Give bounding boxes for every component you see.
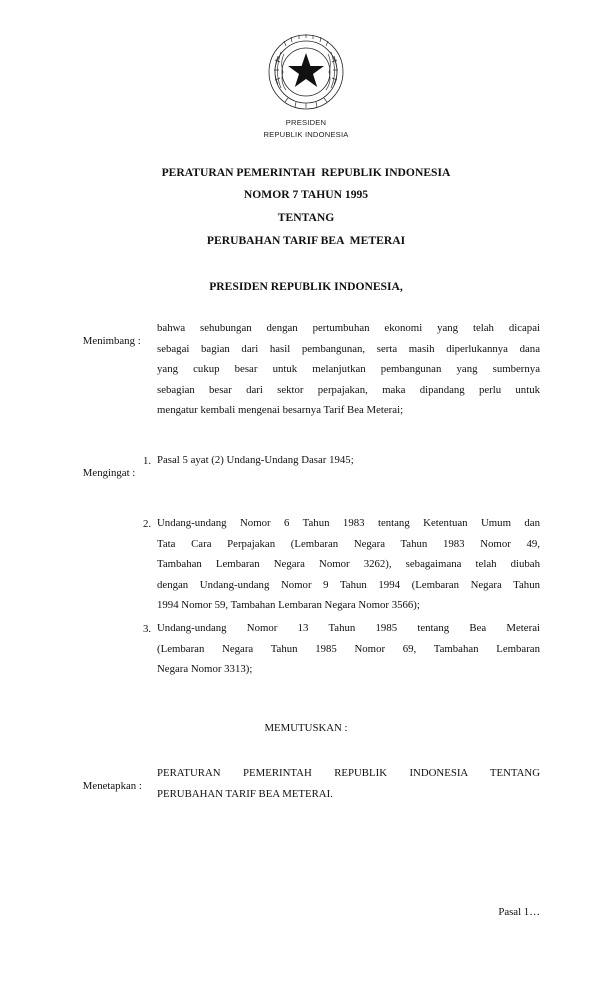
mengingat-item-3 (157, 618, 540, 680)
mengingat-item-number: 3. (143, 623, 152, 635)
mengingat-line: Tambahan Lembaran Negara Nomor 3262), sebagaimana telah diubah (157, 558, 540, 571)
menimbang-line: mengatur kembali mengenai besarnya Tarif Bea Meterai; (157, 404, 404, 417)
memutuskan-heading: MEMUTUSKAN : (264, 722, 348, 734)
menimbang-paragraph (157, 318, 540, 421)
mengingat-line: 1994 Nomor 59, Tambahan Lembaran Negara Nomor 3566); (157, 599, 420, 612)
menetapkan-line: PERUBAHAN TARIF BEA METERAI. (157, 787, 333, 800)
menimbang-line: sebagian besar dari sektor perpajakan, maka dipandang perlu untuk (157, 383, 540, 396)
mengingat-line: Pasal 5 ayat (2) Undang-Undang Dasar 1945; (157, 454, 354, 466)
star-icon (288, 53, 324, 87)
next-page-reference: Pasal 1… (498, 906, 540, 918)
menimbang-line: sebagai bagian dari hasil pembangunan, serta masih diperlukannya dana (157, 342, 540, 355)
president-heading: PRESIDEN REPUBLIK INDONESIA, (209, 280, 403, 293)
mengingat-line: Undang-undang Nomor 13 Tahun 1985 tentang Bea Meterai (157, 622, 540, 634)
menimbang-line: bahwa sehubungan dengan pertumbuhan ekonomi yang telah dicapai (157, 322, 540, 334)
emblem-caption-presiden: PRESIDEN (285, 118, 327, 127)
emblem-caption-republik: REPUBLIK INDONESIA (263, 130, 349, 139)
menetapkan-label: Menetapkan : (82, 780, 142, 792)
regulation-subject: PERUBAHAN TARIF BEA METERAI (206, 234, 406, 247)
regulation-tentang: TENTANG (277, 211, 335, 224)
mengingat-line: Undang-undang Nomor 6 Tahun 1983 tentang Ketentuan Umum dan (157, 517, 540, 529)
mengingat-line: Tata Cara Perpajakan (Lembaran Negara Tahun 1983 Nomor 49, (157, 537, 540, 550)
mengingat-item-2 (157, 513, 540, 616)
mengingat-item-number: 2. (143, 518, 152, 530)
regulation-title: PERATURAN PEMERINTAH REPUBLIK INDONESIA (161, 166, 451, 179)
mengingat-line: Negara Nomor 3313); (157, 663, 253, 676)
mengingat-line: dengan Undang-undang Nomor 9 Tahun 1994 (Lembaran Negara Tahun (157, 578, 540, 591)
menetapkan-paragraph (157, 763, 540, 804)
mengingat-item-1 (157, 450, 540, 471)
regulation-number: NOMOR 7 TAHUN 1995 (243, 188, 369, 201)
mengingat-item-number: 1. (143, 455, 152, 467)
menimbang-line: yang cukup besar untuk melanjutkan pembangunan yang sumbernya (157, 363, 540, 376)
menetapkan-line: PERATURAN PEMERINTAH REPUBLIK INDONESIA TENTANG (157, 767, 540, 779)
mengingat-label: Mengingat : (82, 467, 136, 479)
presidential-seal-emblem (266, 32, 346, 112)
mengingat-line: (Lembaran Negara Tahun 1985 Nomor 69, Tambahan Lembaran (157, 642, 540, 655)
menimbang-label: Menimbang : (82, 335, 141, 347)
